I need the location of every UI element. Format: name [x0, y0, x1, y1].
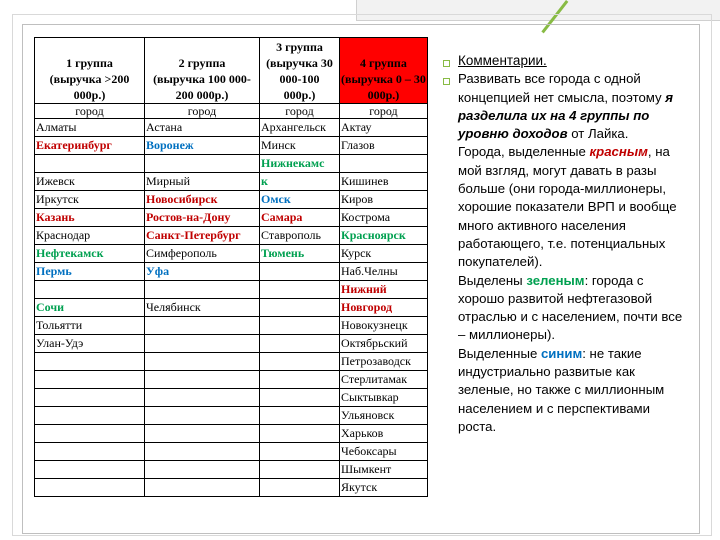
city-cell: [260, 299, 340, 317]
header-line: (выручка 30: [266, 56, 333, 70]
group-1-header: [35, 38, 145, 104]
city-cell: [145, 371, 260, 389]
city-cell: [260, 479, 340, 497]
city-cell: [35, 425, 145, 443]
header-line: 000р.): [73, 88, 106, 102]
city-cell: Октябрьский: [340, 335, 428, 353]
city-groups-table: [34, 37, 428, 497]
comment-text: Развивать все города с одной концепцией нет смысла, поэтому: [458, 71, 666, 105]
city-cell: [35, 479, 145, 497]
city-cell: [260, 335, 340, 353]
group-2-header: [145, 38, 260, 104]
city-cell: [35, 353, 145, 371]
comment-text: от Лайка.: [567, 126, 629, 142]
city-cell: Ставрополь: [260, 227, 340, 245]
table-row: [35, 137, 428, 155]
city-cell: Актау: [340, 119, 428, 137]
city-cell: Шымкент: [340, 461, 428, 479]
group-4-city-label: город: [340, 104, 428, 119]
city-cell: [260, 353, 340, 371]
city-cell: Челябинск: [145, 299, 260, 317]
city-cell: Новгород: [340, 299, 428, 317]
header-line: 200 000р.): [175, 88, 229, 102]
header-line: 1 группа: [66, 56, 113, 70]
city-cell: Курск: [340, 245, 428, 263]
city-cell: [35, 371, 145, 389]
city-cell: Санкт-Петербург: [145, 227, 260, 245]
city-cell: [35, 461, 145, 479]
group-4-header: [340, 38, 428, 104]
comment-paragraph-4: [458, 345, 683, 436]
header-line: (выручка 100 000-: [153, 72, 251, 86]
table-row: [35, 407, 428, 425]
comment-text: Выделенные: [458, 345, 541, 361]
city-cell: [260, 281, 340, 299]
header-line: (выручка >200: [49, 72, 130, 86]
city-cell: Мирный: [145, 173, 260, 191]
comment-green-word: зеленым: [526, 272, 585, 288]
city-cell: Чебоксары: [340, 443, 428, 461]
city-cell: [145, 443, 260, 461]
table-row: [35, 173, 428, 191]
city-cell: Новосибирск: [145, 191, 260, 209]
table-row: [35, 245, 428, 263]
city-cell: Нижний: [340, 281, 428, 299]
city-cell: [145, 335, 260, 353]
city-cell: [145, 479, 260, 497]
comments-panel: [458, 52, 683, 436]
city-cell: Нефтекамск: [35, 245, 145, 263]
table-row: [35, 335, 428, 353]
city-cell: [260, 407, 340, 425]
city-cell: [35, 389, 145, 407]
comment-text: : не такие индустриально развитые как зеленые, но также с миллионным населением и с перспективами роста.: [458, 345, 665, 434]
group-2-city-label: город: [145, 104, 260, 119]
bullet-icon: [443, 60, 450, 67]
group-3-city-label: город: [260, 104, 340, 119]
city-cell: Харьков: [340, 425, 428, 443]
city-cell: [145, 407, 260, 425]
header-line: 3 группа: [276, 40, 323, 54]
city-cell: [145, 461, 260, 479]
city-cell: Кишинев: [340, 173, 428, 191]
table-row: [35, 263, 428, 281]
city-cell: Екатеринбург: [35, 137, 145, 155]
comment-paragraph-1: [458, 70, 683, 143]
table-row: [35, 443, 428, 461]
city-cell: [340, 155, 428, 173]
comments-title: Комментарии.: [458, 53, 547, 68]
city-cell: [260, 263, 340, 281]
city-cell: Пермь: [35, 263, 145, 281]
comment-blue-word: синим: [540, 345, 583, 361]
city-cell: Улан-Удэ: [35, 335, 145, 353]
group-1-city-label: город: [35, 104, 145, 119]
city-cell: к: [260, 173, 340, 191]
comment-red-word: красным: [589, 144, 648, 160]
table-row: [35, 191, 428, 209]
city-cell: Стерлитамак: [340, 371, 428, 389]
city-cell: Симферополь: [145, 245, 260, 263]
city-cell: [260, 371, 340, 389]
city-cell: [260, 461, 340, 479]
table-row: [35, 425, 428, 443]
header-line: (выручка 0 – 30: [341, 72, 426, 86]
table-row: [35, 317, 428, 335]
city-cell: Алматы: [35, 119, 145, 137]
city-cell: Ульяновск: [340, 407, 428, 425]
comment-text: Выделены: [458, 272, 527, 288]
group-3-header: [260, 38, 340, 104]
city-cell: Красноярск: [340, 227, 428, 245]
table-row: [35, 155, 428, 173]
table-row: [35, 461, 428, 479]
city-cell: Казань: [35, 209, 145, 227]
city-cell: Наб.Челны: [340, 263, 428, 281]
city-cell: [260, 443, 340, 461]
city-cell: [145, 155, 260, 173]
city-cell: Астана: [145, 119, 260, 137]
city-cell: Краснодар: [35, 227, 145, 245]
header-line: 000р.): [367, 88, 400, 102]
comment-paragraph-3: [458, 272, 683, 345]
city-cell: Тольятти: [35, 317, 145, 335]
table-row: [35, 389, 428, 407]
city-cell: [35, 407, 145, 425]
city-cell: Омск: [260, 191, 340, 209]
city-cell: Воронеж: [145, 137, 260, 155]
comment-text: , на мой взгляд, могут давать в разы больше (они города-миллионеры, хорошие показатели ВРП и вообще много активного населения работающего, т.е. потенциальных покупателей).: [458, 144, 677, 270]
table-row: [35, 281, 428, 299]
city-cell: Сыктывкар: [340, 389, 428, 407]
city-cell: [35, 443, 145, 461]
city-cell: Иркутск: [35, 191, 145, 209]
city-cell: [260, 317, 340, 335]
city-cell: Кострома: [340, 209, 428, 227]
bullet-icon: [443, 78, 450, 85]
city-cell: Уфа: [145, 263, 260, 281]
city-cell: Петрозаводск: [340, 353, 428, 371]
city-cell: [145, 389, 260, 407]
header-line: 4 группа: [360, 56, 407, 70]
table-row: [35, 209, 428, 227]
comment-paragraph-2: [458, 143, 683, 271]
city-cell: Сочи: [35, 299, 145, 317]
table-row: [35, 119, 428, 137]
city-cell: [145, 425, 260, 443]
city-cell: [260, 425, 340, 443]
table-row: [35, 227, 428, 245]
comment-text: : города с хорошо развитой нефтегазовой отраслью и с населением, почти все – миллионеры).: [458, 272, 683, 343]
city-cell: [35, 281, 145, 299]
city-cell: [145, 281, 260, 299]
city-cell: Архангельск: [260, 119, 340, 137]
city-cell: Ростов-на-Дону: [145, 209, 260, 227]
city-cell: Тюмень: [260, 245, 340, 263]
city-cell: [260, 389, 340, 407]
city-cell: Минск: [260, 137, 340, 155]
city-cell: Киров: [340, 191, 428, 209]
city-cell: Глазов: [340, 137, 428, 155]
table-row: [35, 371, 428, 389]
city-cell: [35, 155, 145, 173]
table-row: [35, 479, 428, 497]
comment-text: Города, выделенные: [458, 144, 590, 160]
city-cell: [145, 317, 260, 335]
table-row: [35, 299, 428, 317]
city-cell: Нижнекамс: [260, 155, 340, 173]
header-line: 000-100: [279, 72, 320, 86]
city-cell: Новокузнецк: [340, 317, 428, 335]
city-cell: [145, 353, 260, 371]
city-cell: Самара: [260, 209, 340, 227]
table-row: [35, 353, 428, 371]
city-cell: Ижевск: [35, 173, 145, 191]
header-line: 000р.): [283, 88, 316, 102]
comment-emphasis: я разделила их на 4 группы по уровню доходов: [458, 89, 674, 142]
header-line: 2 группа: [178, 56, 226, 70]
city-cell: Якутск: [340, 479, 428, 497]
